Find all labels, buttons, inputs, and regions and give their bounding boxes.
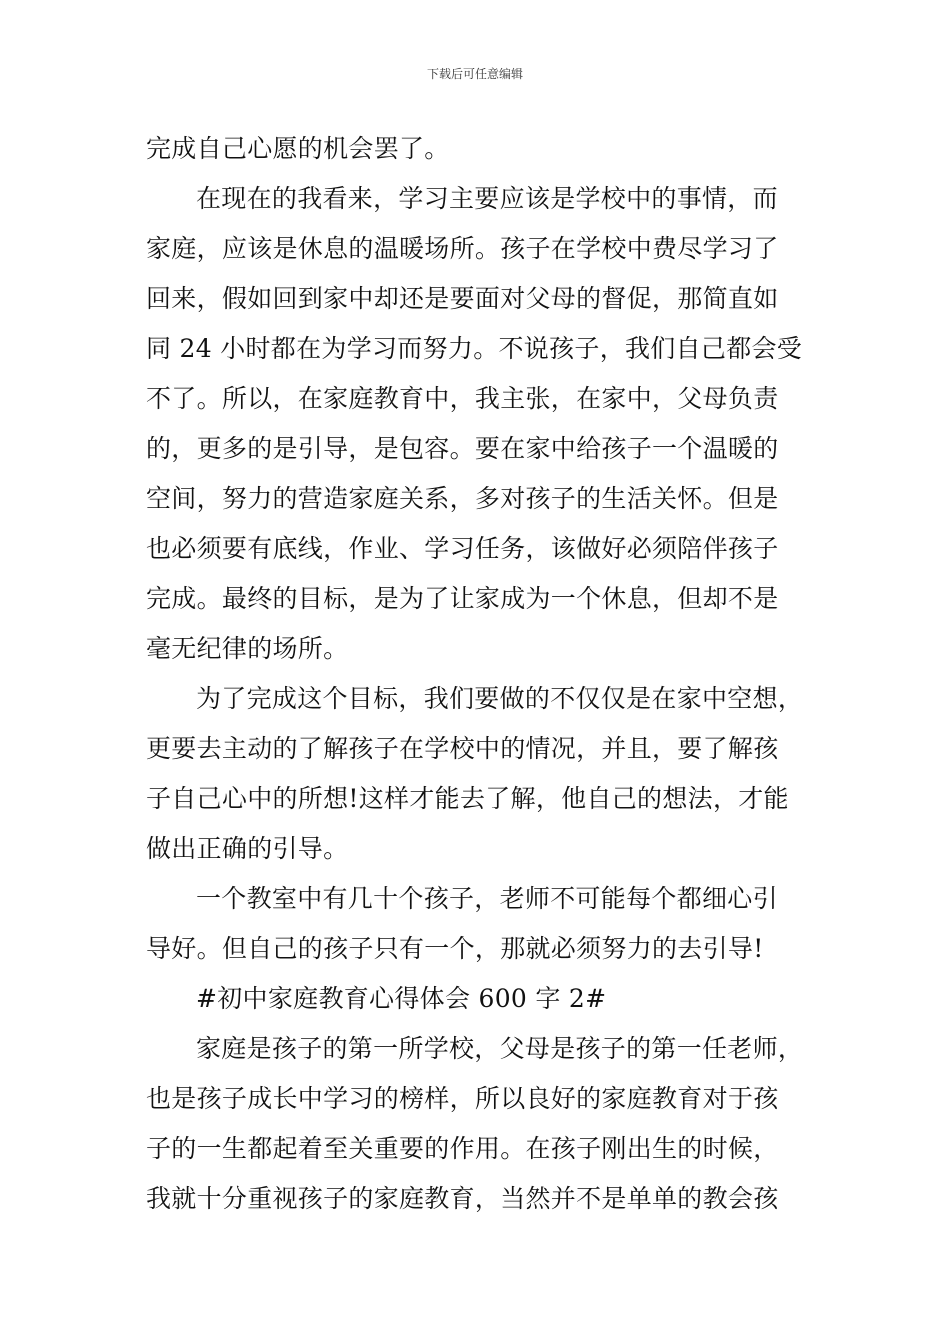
text-line: 子自己心中的所想!这样才能去了解，他自己的想法，才能	[146, 784, 789, 813]
page-header: 下载后可任意编辑	[426, 67, 523, 81]
text-line: 一个教室中有几十个孩子，老师不可能每个都细心引	[196, 884, 778, 913]
text-line: 在现在的我看来，学习主要应该是学校中的事情，而	[196, 184, 778, 213]
text-line: 导好。但自己的孩子只有一个，那就必须努力的去引导!	[146, 934, 764, 963]
text-line: 更要去主动的了解孩子在学校中的情况，并且，要了解孩	[146, 734, 779, 763]
text-line: 完成自己心愿的机会罢了。	[146, 134, 450, 163]
text-line: 完成。最终的目标，是为了让家成为一个休息，但却不是	[146, 584, 779, 613]
text-line: 不了。所以，在家庭教育中，我主张，在家中，父母负责	[146, 384, 779, 413]
text-line: 子的一生都起着至关重要的作用。在孩子刚出生的时候，	[146, 1134, 779, 1163]
text-line: 家庭是孩子的第一所学校，父母是孩子的第一任老师，	[196, 1034, 804, 1063]
text-line: 也必须要有底线，作业、学习任务，该做好必须陪伴孩子	[146, 534, 779, 563]
text-line: 做出正确的引导。	[146, 834, 349, 863]
section-heading: #初中家庭教育心得体会 600 字 2#	[196, 984, 607, 1013]
text-line: 毫无纪律的场所。	[146, 634, 349, 663]
text-line: 为了完成这个目标，我们要做的不仅仅是在家中空想，	[196, 684, 804, 713]
text-line: 的，更多的是引导，是包容。要在家中给孩子一个温暖的	[146, 434, 779, 463]
text-line: 我就十分重视孩子的家庭教育，当然并不是单单的教会孩	[146, 1184, 779, 1213]
text-line: 家庭，应该是休息的温暖场所。孩子在学校中费尽学习了	[146, 234, 779, 263]
text-line: 也是孩子成长中学习的榜样，所以良好的家庭教育对于孩	[146, 1084, 779, 1113]
text-line: 空间，努力的营造家庭关系，多对孩子的生活关怀。但是	[146, 484, 779, 513]
text-line: 回来，假如回到家中却还是要面对父母的督促，那简直如	[146, 284, 779, 313]
body-text	[146, 124, 816, 1224]
text-line: 同 24 小时都在为学习而努力。不说孩子，我们自己都会受	[146, 334, 803, 363]
